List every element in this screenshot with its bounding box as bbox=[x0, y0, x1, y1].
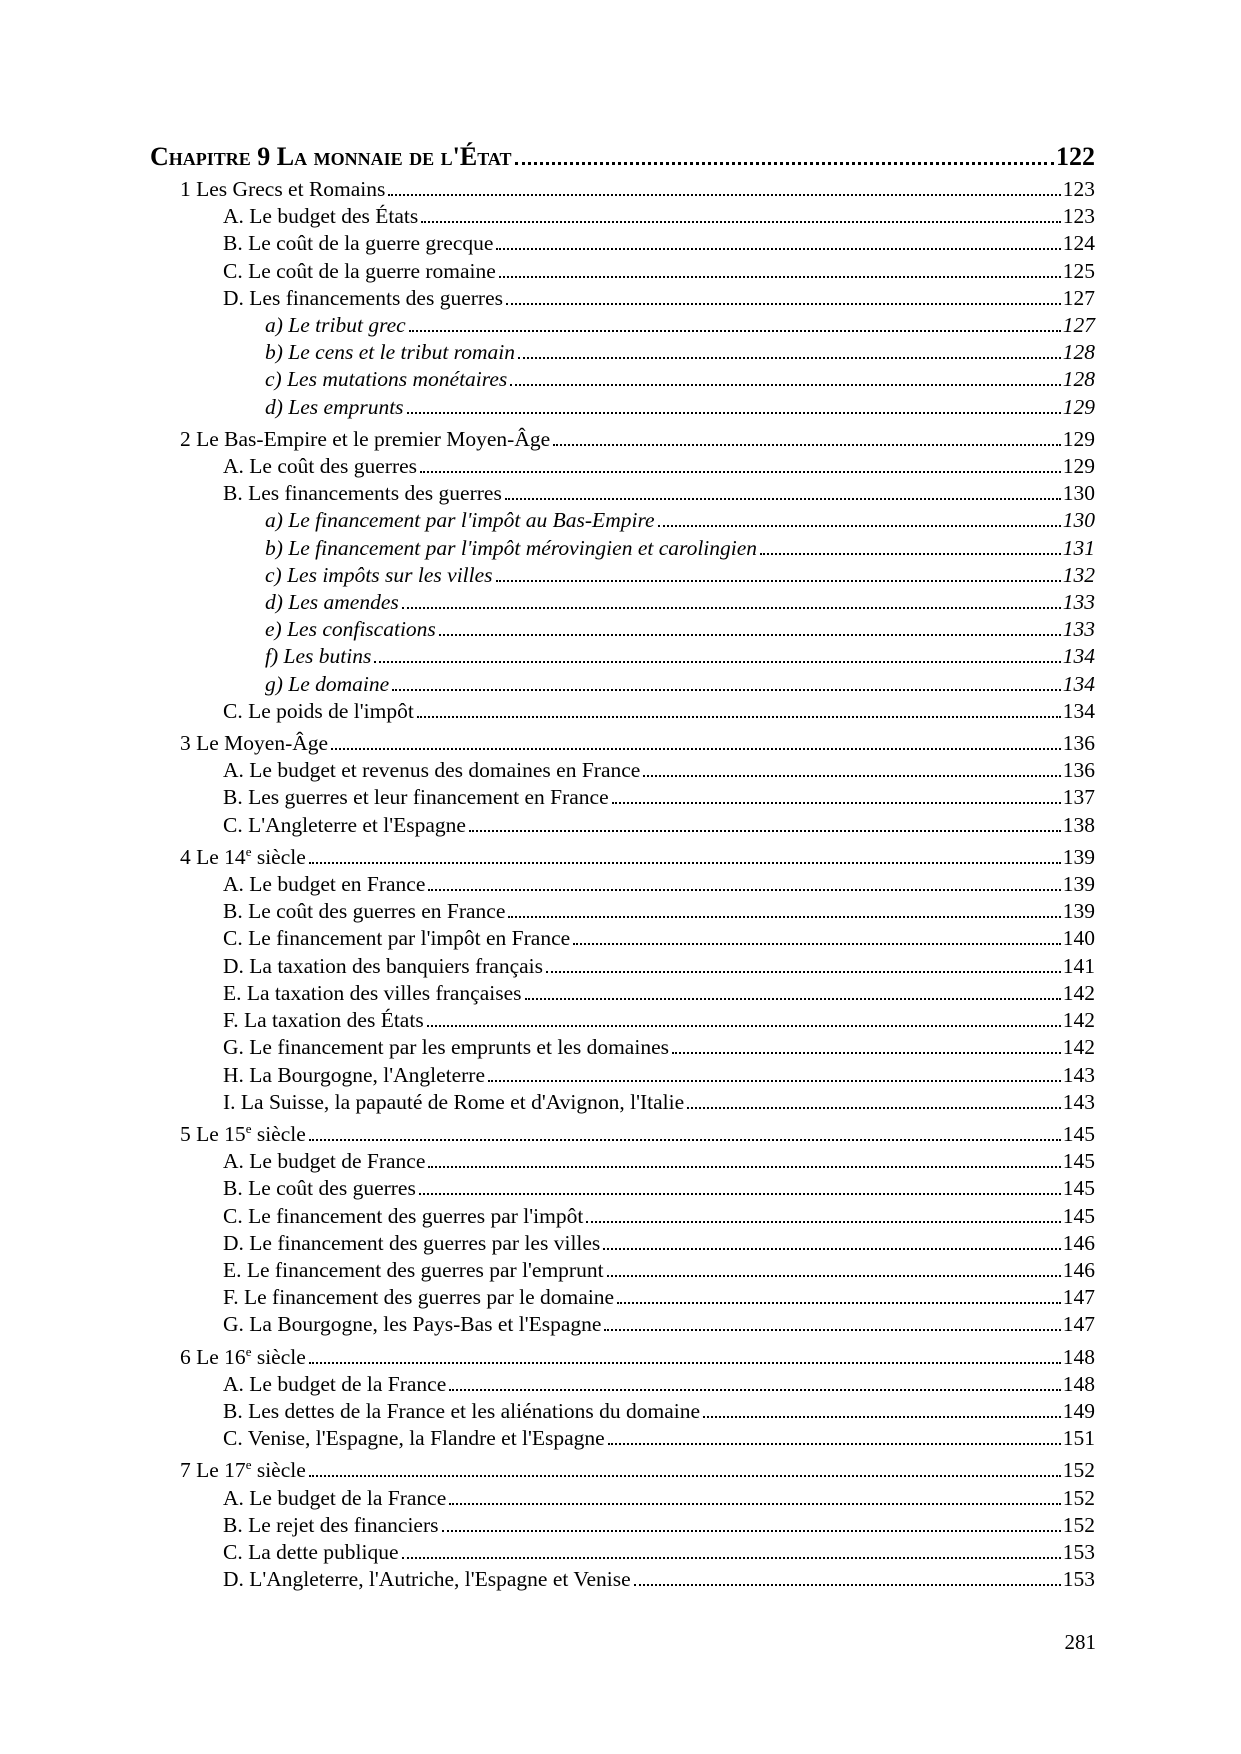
entry-title bbox=[180, 176, 385, 203]
toc-subsection bbox=[150, 980, 1095, 1007]
entry-page-number: 141 bbox=[1062, 953, 1095, 978]
dot-leader bbox=[617, 1302, 1061, 1304]
entry-text: B. Le rejet des financiers bbox=[223, 1512, 439, 1537]
entry-title bbox=[223, 453, 417, 480]
toc-subsection bbox=[150, 925, 1095, 952]
toc-subsection bbox=[150, 1311, 1095, 1338]
entry-title bbox=[265, 643, 371, 670]
entry-text: a) Le tribut grec bbox=[265, 313, 406, 338]
entry-page-number: 145 bbox=[1062, 1149, 1095, 1174]
entry-text: A. Le budget et revenus des domaines en France bbox=[223, 758, 641, 783]
toc-entries bbox=[150, 176, 1095, 1593]
table-of-contents bbox=[150, 140, 1095, 1593]
entry-page-number: 138 bbox=[1062, 812, 1095, 837]
dot-leader bbox=[643, 775, 1060, 777]
entry-text: 2 Le Bas-Empire et le premier Moyen-Âge bbox=[180, 426, 551, 451]
entry-title bbox=[223, 285, 503, 312]
entry-text: F. La taxation des États bbox=[223, 1008, 424, 1033]
dot-leader bbox=[573, 943, 1061, 945]
dot-leader bbox=[508, 916, 1060, 918]
entry-text: b) Le cens et le tribut romain bbox=[265, 340, 516, 365]
entry-page-number: 131 bbox=[1062, 535, 1095, 560]
dot-leader bbox=[442, 1530, 1061, 1532]
entry-title bbox=[265, 535, 757, 562]
dot-leader bbox=[525, 998, 1061, 1000]
entry-title bbox=[223, 1089, 684, 1116]
toc-subsection bbox=[150, 757, 1095, 784]
entry-page-number: 129 bbox=[1062, 426, 1095, 451]
toc-subsection bbox=[150, 1566, 1095, 1593]
entry-superscript: e bbox=[245, 1120, 252, 1136]
dot-leader bbox=[612, 802, 1061, 804]
entry-text: B. Les financements des guerres bbox=[223, 481, 502, 506]
entry-title bbox=[223, 1539, 399, 1566]
entry-page-number: 132 bbox=[1062, 562, 1095, 587]
toc-section bbox=[150, 1121, 1095, 1148]
entry-page-number: 147 bbox=[1062, 1285, 1095, 1310]
entry-page-number: 130 bbox=[1062, 508, 1095, 533]
entry-title bbox=[223, 1007, 424, 1034]
entry-page-number: 137 bbox=[1062, 785, 1095, 810]
entry-title bbox=[223, 1425, 605, 1452]
entry-page-number: 152 bbox=[1062, 1512, 1095, 1537]
entry-page-number: 147 bbox=[1062, 1312, 1095, 1337]
entry-title bbox=[223, 953, 543, 980]
entry-page-number: 130 bbox=[1062, 481, 1095, 506]
entry-title bbox=[223, 1485, 446, 1512]
entry-text: C. L'Angleterre et l'Espagne bbox=[223, 812, 466, 837]
entry-text: g) Le domaine bbox=[265, 671, 390, 696]
entry-page-number: 127 bbox=[1062, 285, 1095, 310]
dot-leader bbox=[309, 1475, 1061, 1477]
dot-leader bbox=[428, 1166, 1060, 1168]
entry-title bbox=[180, 1344, 306, 1371]
dot-leader bbox=[672, 1052, 1061, 1054]
dot-leader bbox=[469, 830, 1061, 832]
toc-subsection bbox=[150, 1062, 1095, 1089]
entry-page-number: 136 bbox=[1062, 731, 1095, 756]
entry-page-number: 142 bbox=[1062, 980, 1095, 1005]
toc-subsection bbox=[150, 203, 1095, 230]
entry-title bbox=[223, 1148, 425, 1175]
toc-subsubsection bbox=[150, 671, 1095, 698]
toc-subsection bbox=[150, 953, 1095, 980]
entry-page-number: 134 bbox=[1062, 644, 1095, 669]
toc-section bbox=[150, 730, 1095, 757]
entry-text: E. La taxation des villes françaises bbox=[223, 980, 522, 1005]
toc-subsection bbox=[150, 1398, 1095, 1425]
entry-page-number: 148 bbox=[1062, 1371, 1095, 1396]
dot-leader bbox=[428, 889, 1060, 891]
dot-leader bbox=[506, 303, 1061, 305]
entry-text: B. Les dettes de la France et les aliénations du domaine bbox=[223, 1398, 701, 1423]
entry-title bbox=[180, 1121, 306, 1148]
dot-leader bbox=[402, 1557, 1061, 1559]
entry-text-after: siècle bbox=[251, 1458, 306, 1483]
dot-leader bbox=[607, 1275, 1061, 1277]
toc-subsubsection bbox=[150, 589, 1095, 616]
entry-title bbox=[223, 925, 570, 952]
entry-title bbox=[223, 1566, 631, 1593]
dot-leader bbox=[449, 1503, 1060, 1505]
toc-subsection bbox=[150, 1284, 1095, 1311]
entry-text: D. La taxation des banquiers français bbox=[223, 953, 543, 978]
entry-title bbox=[223, 258, 496, 285]
entry-text: B. Le coût de la guerre grecque bbox=[223, 231, 494, 256]
entry-page-number: 128 bbox=[1062, 367, 1095, 392]
entry-page-number: 123 bbox=[1062, 177, 1095, 201]
entry-superscript: e bbox=[245, 1457, 252, 1473]
entry-title bbox=[223, 1512, 439, 1539]
toc-subsection bbox=[150, 285, 1095, 312]
entry-page-number: 124 bbox=[1062, 231, 1095, 256]
dot-leader bbox=[603, 1248, 1060, 1250]
chapter-heading bbox=[150, 140, 1095, 174]
dot-leader bbox=[604, 1329, 1060, 1331]
toc-subsection bbox=[150, 1539, 1095, 1566]
entry-text: C. Le financement par l'impôt en France bbox=[223, 926, 571, 951]
entry-title bbox=[223, 1203, 583, 1230]
entry-title bbox=[265, 366, 507, 393]
entry-text: b) Le financement par l'impôt mérovingien et carolingien bbox=[265, 535, 758, 560]
entry-text: C. Venise, l'Espagne, la Flandre et l'Espagne bbox=[223, 1426, 605, 1451]
entry-text: c) Les mutations monétaires bbox=[265, 367, 508, 392]
dot-leader bbox=[420, 471, 1061, 473]
entry-page-number: 148 bbox=[1062, 1344, 1095, 1369]
dot-leader bbox=[505, 498, 1061, 500]
dot-leader bbox=[309, 1362, 1061, 1364]
toc-subsection bbox=[150, 898, 1095, 925]
entry-page-number: 143 bbox=[1062, 1062, 1095, 1087]
toc-subsubsection bbox=[150, 535, 1095, 562]
entry-text: 3 Le Moyen-Âge bbox=[180, 731, 329, 756]
toc-subsection bbox=[150, 1257, 1095, 1284]
toc-subsubsection bbox=[150, 562, 1095, 589]
entry-title bbox=[265, 671, 389, 698]
entry-page-number: 145 bbox=[1062, 1203, 1095, 1228]
entry-title bbox=[223, 1230, 600, 1257]
toc-subsection bbox=[150, 480, 1095, 507]
toc-subsubsection bbox=[150, 312, 1095, 339]
dot-leader bbox=[374, 661, 1060, 663]
dot-leader bbox=[331, 748, 1061, 750]
entry-page-number: 142 bbox=[1062, 1035, 1095, 1060]
entry-text: a) Le financement par l'impôt au Bas-Empire bbox=[265, 508, 655, 533]
dot-leader bbox=[518, 357, 1061, 359]
entry-text: B. Le coût des guerres bbox=[223, 1176, 416, 1201]
entry-title bbox=[180, 426, 550, 453]
dot-leader bbox=[496, 580, 1061, 582]
entry-page-number: 133 bbox=[1062, 590, 1095, 615]
entry-text: d) Les emprunts bbox=[265, 394, 404, 419]
entry-text: B. Le coût des guerres en France bbox=[223, 899, 506, 924]
entry-text: C. Le coût de la guerre romaine bbox=[223, 258, 496, 283]
entry-text: I. La Suisse, la papauté de Rome et d'Avignon, l'Italie bbox=[223, 1089, 685, 1114]
entry-title bbox=[223, 1398, 700, 1425]
entry-page-number: 152 bbox=[1062, 1485, 1095, 1510]
entry-title bbox=[180, 1457, 306, 1484]
entry-page-number: 153 bbox=[1062, 1539, 1095, 1564]
dot-leader bbox=[499, 276, 1061, 278]
toc-subsection bbox=[150, 453, 1095, 480]
entry-text: D. L'Angleterre, l'Autriche, l'Espagne et Venise bbox=[223, 1567, 631, 1592]
entry-text: e) Les confiscations bbox=[265, 617, 436, 642]
toc-subsubsection bbox=[150, 339, 1095, 366]
entry-title bbox=[223, 1284, 614, 1311]
entry-title bbox=[223, 1311, 601, 1338]
entry-text: A. Le budget de France bbox=[223, 1149, 426, 1174]
entry-title bbox=[223, 1062, 485, 1089]
dot-leader bbox=[419, 1193, 1061, 1195]
entry-page-number: 139 bbox=[1062, 844, 1095, 869]
dot-leader bbox=[515, 162, 1054, 165]
dot-leader bbox=[449, 1389, 1060, 1391]
entry-title bbox=[265, 312, 406, 339]
entry-title bbox=[265, 562, 493, 589]
entry-title bbox=[180, 844, 306, 871]
toc-subsection bbox=[150, 258, 1095, 285]
entry-page-number: 134 bbox=[1062, 671, 1095, 696]
entry-page-number: 151 bbox=[1062, 1426, 1095, 1451]
toc-subsection bbox=[150, 1007, 1095, 1034]
dot-leader bbox=[309, 1139, 1061, 1141]
toc-subsection bbox=[150, 1425, 1095, 1452]
entry-title bbox=[223, 784, 609, 811]
entry-title bbox=[265, 394, 404, 421]
entry-text: D. Le financement des guerres par les villes bbox=[223, 1230, 601, 1255]
entry-title bbox=[223, 1257, 604, 1284]
entry-page-number: 153 bbox=[1062, 1567, 1095, 1592]
entry-title bbox=[223, 1175, 416, 1202]
entry-title bbox=[223, 757, 640, 784]
chapter-page-number: 122 bbox=[1056, 142, 1095, 171]
toc-subsubsection bbox=[150, 366, 1095, 393]
dot-leader bbox=[439, 634, 1061, 636]
dot-leader bbox=[407, 412, 1061, 414]
entry-title bbox=[265, 339, 515, 366]
entry-page-number: 139 bbox=[1062, 899, 1095, 924]
dot-leader bbox=[634, 1584, 1061, 1586]
entry-page-number: 142 bbox=[1062, 1008, 1095, 1033]
entry-text: C. La dette publique bbox=[223, 1539, 399, 1564]
entry-text-after: siècle bbox=[251, 1121, 306, 1146]
entry-title bbox=[223, 980, 522, 1007]
entry-title bbox=[265, 616, 436, 643]
entry-page-number: 140 bbox=[1062, 926, 1095, 951]
dot-leader bbox=[553, 444, 1061, 446]
toc-subsection bbox=[150, 1485, 1095, 1512]
entry-title bbox=[223, 1034, 669, 1061]
dot-leader bbox=[417, 716, 1061, 718]
entry-title bbox=[223, 898, 505, 925]
dot-leader bbox=[658, 525, 1061, 527]
entry-text: G. Le financement par les emprunts et les domaines bbox=[223, 1035, 669, 1060]
entry-text: F. Le financement des guerres par le domaine bbox=[223, 1285, 615, 1310]
entry-text: D. Les financements des guerres bbox=[223, 285, 503, 310]
entry-text: 5 Le 15 bbox=[180, 1121, 246, 1146]
dot-leader bbox=[388, 194, 1060, 196]
toc-subsection bbox=[150, 1371, 1095, 1398]
entry-text: A. Le budget en France bbox=[223, 872, 426, 897]
entry-page-number: 143 bbox=[1062, 1089, 1095, 1114]
entry-superscript: e bbox=[245, 1343, 252, 1359]
entry-page-number: 145 bbox=[1062, 1121, 1095, 1146]
entry-page-number: 134 bbox=[1062, 698, 1095, 723]
dot-leader bbox=[510, 384, 1060, 386]
dot-leader bbox=[309, 862, 1061, 864]
toc-subsection bbox=[150, 1230, 1095, 1257]
toc-section bbox=[150, 176, 1095, 203]
entry-text: C. Le financement des guerres par l'impôt bbox=[223, 1203, 584, 1228]
entry-title bbox=[223, 871, 425, 898]
toc-section bbox=[150, 844, 1095, 871]
entry-page-number: 139 bbox=[1062, 872, 1095, 897]
entry-page-number: 146 bbox=[1062, 1230, 1095, 1255]
entry-page-number: 129 bbox=[1062, 454, 1095, 479]
entry-title bbox=[265, 589, 399, 616]
entry-page-number: 123 bbox=[1062, 204, 1095, 229]
entry-page-number: 133 bbox=[1062, 617, 1095, 642]
entry-page-number: 149 bbox=[1062, 1398, 1095, 1423]
entry-text: 7 Le 17 bbox=[180, 1458, 246, 1483]
entry-page-number: 128 bbox=[1062, 340, 1095, 365]
entry-title bbox=[223, 230, 493, 257]
toc-subsection bbox=[150, 812, 1095, 839]
entry-superscript: e bbox=[245, 843, 252, 859]
entry-title bbox=[223, 480, 502, 507]
toc-subsection bbox=[150, 230, 1095, 257]
entry-title bbox=[223, 698, 414, 725]
entry-text: 4 Le 14 bbox=[180, 844, 246, 869]
toc-section bbox=[150, 1344, 1095, 1371]
toc-subsubsection bbox=[150, 394, 1095, 421]
toc-subsubsection bbox=[150, 616, 1095, 643]
dot-leader bbox=[392, 689, 1061, 691]
entry-page-number: 125 bbox=[1062, 258, 1095, 283]
entry-text: d) Les amendes bbox=[265, 590, 399, 615]
dot-leader bbox=[496, 248, 1060, 250]
entry-page-number: 146 bbox=[1062, 1257, 1095, 1282]
entry-text: 6 Le 16 bbox=[180, 1344, 246, 1369]
entry-text: E. Le financement des guerres par l'emprunt bbox=[223, 1257, 604, 1282]
toc-section bbox=[150, 1457, 1095, 1484]
entry-text: G. La Bourgogne, les Pays-Bas et l'Espagne bbox=[223, 1312, 602, 1337]
entry-text: 1 Les Grecs et Romains bbox=[180, 177, 386, 201]
entry-title bbox=[180, 730, 328, 757]
dot-leader bbox=[760, 553, 1061, 555]
entry-text: C. Le poids de l'impôt bbox=[223, 698, 414, 723]
entry-text: A. Le coût des guerres bbox=[223, 454, 418, 479]
toc-section bbox=[150, 426, 1095, 453]
entry-text: c) Les impôts sur les villes bbox=[265, 562, 493, 587]
entry-text: B. Les guerres et leur financement en France bbox=[223, 785, 609, 810]
dot-leader bbox=[427, 1025, 1061, 1027]
entry-page-number: 136 bbox=[1062, 758, 1095, 783]
entry-text-after: siècle bbox=[251, 844, 306, 869]
toc-subsection bbox=[150, 871, 1095, 898]
entry-text: H. La Bourgogne, l'Angleterre bbox=[223, 1062, 485, 1087]
entry-page-number: 145 bbox=[1062, 1176, 1095, 1201]
toc-subsection bbox=[150, 1089, 1095, 1116]
entry-page-number: 127 bbox=[1062, 313, 1095, 338]
toc-subsection bbox=[150, 1148, 1095, 1175]
page-number: 281 bbox=[1064, 1630, 1096, 1654]
entry-text-after: siècle bbox=[251, 1344, 306, 1369]
entry-title bbox=[223, 1371, 446, 1398]
chapter-title: Chapitre 9 La monnaie de l'État bbox=[150, 142, 512, 171]
dot-leader bbox=[421, 221, 1061, 223]
toc-subsubsection bbox=[150, 507, 1095, 534]
toc-subsection bbox=[150, 1512, 1095, 1539]
dot-leader bbox=[409, 330, 1061, 332]
toc-subsection bbox=[150, 1175, 1095, 1202]
entry-page-number: 129 bbox=[1062, 394, 1095, 419]
dot-leader bbox=[703, 1416, 1061, 1418]
entry-text: f) Les butins bbox=[265, 644, 372, 669]
dot-leader bbox=[687, 1107, 1061, 1109]
entry-title bbox=[223, 203, 418, 230]
toc-subsection bbox=[150, 698, 1095, 725]
toc-subsubsection bbox=[150, 643, 1095, 670]
dot-leader bbox=[402, 607, 1061, 609]
toc-subsection bbox=[150, 1034, 1095, 1061]
dot-leader bbox=[608, 1443, 1061, 1445]
entry-page-number: 152 bbox=[1062, 1458, 1095, 1483]
dot-leader bbox=[586, 1221, 1060, 1223]
entry-text: A. Le budget des États bbox=[223, 204, 419, 229]
toc-subsection bbox=[150, 1203, 1095, 1230]
entry-text: A. Le budget de la France bbox=[223, 1485, 447, 1510]
dot-leader bbox=[546, 971, 1061, 973]
entry-title bbox=[223, 812, 466, 839]
dot-leader bbox=[488, 1080, 1061, 1082]
toc-subsection bbox=[150, 784, 1095, 811]
entry-text: A. Le budget de la France bbox=[223, 1371, 447, 1396]
entry-title bbox=[265, 507, 655, 534]
